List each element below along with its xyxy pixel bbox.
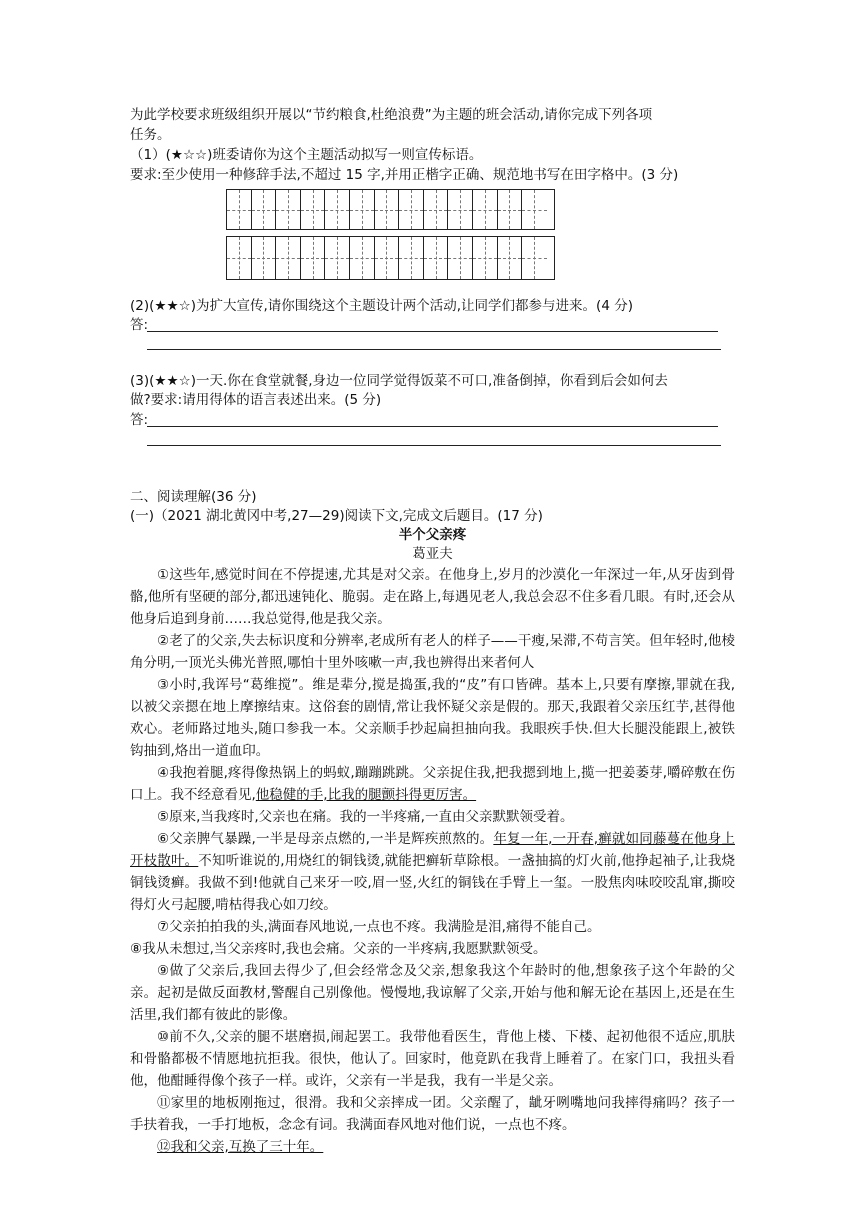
answer-label-2: 答:	[130, 317, 149, 333]
paragraph-7: ⑦父亲拍拍我的头,满面春风地说,一点也不疼。我满脸是泪,痛得不能自己。	[157, 919, 601, 935]
paragraph-9: ⑨做了父亲后,我回去得少了,但会经常念及父亲,想象我这个年龄时的他,想象孩子这个年龄的父亲。起初是做反面教材,警醒自己别像他。慢慢地,我谅解了父亲,开始与他和解无论在基因上,还是在生活里,我们都有彼此的影像。	[130, 963, 735, 1023]
underlined-sentence: 他稳健的手,比我的腿颤抖得更厉害。	[255, 787, 477, 803]
article-author: 葛亚夫	[412, 546, 453, 562]
answer-line[interactable]	[147, 331, 718, 332]
paragraph-2: ②老了的父亲,失去标识度和分辨率,老成所有老人的样子——干瘦,呆滞,不苟言笑。但年轻时,他棱角分明,一顶光头佛光普照,哪怕十里外咳嗽一声,我也辨得出来者何人	[130, 633, 735, 671]
question-3-line-2: 做?要求:请用得体的语言表述出来。(5 分)	[130, 392, 382, 408]
intro-line-2: 任务。	[130, 127, 171, 143]
section-subheading: (一)（2021 湖北黄冈中考,27—29)阅读下文,完成文后题目。(17 分)	[130, 508, 543, 524]
question-1: （1）(★☆☆)班委请你为这个主题活动拟写一则宣传标语。	[130, 147, 483, 163]
answer-line[interactable]	[147, 445, 721, 446]
intro-line-1: 为此学校要求班级组织开展以“节约粮食,杜绝浪费”为主题的班会活动,请你完成下列各项	[130, 107, 653, 123]
paragraph-6: ⑥父亲脾气暴躁,一半是母亲点燃的,一半是辉疾煎熬的。年复一年,一开春,癣就如同藤蔓在他身上开枝散叶。不知听谁说的,用烧红的铜钱烫,就能把癣斩草除根。一盏抽搞的灯火前,他挣起袖子,让我烧铜钱烫癣。我做不到!他就自己来牙一咬,眉一竖,火红的铜钱在手臂上一玺。一股焦肉味咬咬乱窜,撕咬得灯火弓起腰,啃枯得我心如刀绞。	[130, 831, 735, 913]
paragraph-3: ③小时,我诨号“葛维搅”。维是辈分,搅是捣蛋,我的“皮”有口皆碑。基本上,只要有摩擦,罪就在我,以被父亲摁在地上摩擦结束。这俗套的剧情,常让我怀疑父亲是假的。那天,我跟着父亲压红芋,甚得他欢心。老师路过地头,随口参我一本。父亲顺手抄起扁担抽向我。我眼疾手快.但大长腿没能跟上,被铁钩抽到,烙出一道血印。	[130, 677, 735, 759]
paragraph-1: ①这些年,感觉时间在不停提速,尤其是对父亲。在他身上,岁月的沙漠化一年深过一年,从牙齿到骨骼,他所有坚硬的部分,都迅速钝化、脆弱。走在路上,每遇见老人,我总会忍不住多看几眼。有时,还会从他身后追到身前……我总觉得,他是我父亲。	[130, 567, 735, 627]
paragraph-4: ④我抱着腿,疼得像热锅上的蚂蚁,蹦蹦跳跳。父亲捉住我,把我摁到地上,揽一把姜萎芽,嚼碎敷在伤口上。我不经意看见,他稳健的手,比我的腿颤抖得更厉害。	[130, 765, 735, 803]
paragraph-11: ⑪家里的地板刚拖过，很滑。我和父亲摔成一团。父亲醒了，龇牙咧嘴地问我摔得痛吗？孩子一手扶着我，一手打地板，念念有词。我满面春风地对他们说，一点也不疼。	[130, 1095, 735, 1133]
answer-line[interactable]	[147, 426, 718, 427]
article-title: 半个父亲疼	[398, 527, 467, 543]
answer-line[interactable]	[147, 349, 721, 350]
question-2: (2)(★★☆)为扩大宣传,请你围绕这个主题设计两个活动,让同学们都参与进来。(4 分)	[130, 298, 633, 314]
paragraph-12: ⑫我和父亲,互换了三十年。	[157, 1139, 324, 1155]
answer-label-3: 答:	[130, 412, 149, 428]
paragraph-5: ⑤原来,当我疼时,父亲也在痛。我的一半疼痛,一直由父亲默默领受着。	[157, 809, 574, 825]
tianzige-grid-row-2[interactable]	[226, 236, 555, 280]
underlined-sentence: 年复一年,一开春,癣就如同藤蔓在他身上开枝散叶。	[130, 831, 735, 869]
paragraph-8: ⑧我从未想过,当父亲疼时,我也会痛。父亲的一半疼病,我愿默默领受。	[130, 941, 547, 957]
question-1-requirement: 要求:至少使用一种修辞手法,不超过 15 字,并用正楷字正确、规范地书写在田字格中。(3 分)	[130, 167, 679, 183]
section-heading: 二、阅读理解(36 分)	[130, 489, 257, 505]
paragraph-10: ⑩前不久,父亲的腿不堪磨损,闹起罢工。我带他看医生，背他上楼、下楼、起初他很不适应,肌肤和骨骼都极不情愿地抗拒我。很快，他认了。回家时，他竟趴在我背上睡着了。在家门口，我扭头看他，他酣睡得像个孩子一样。或许，父亲有一半是我，我有一半是父亲。	[130, 1029, 735, 1089]
tianzige-grid-row-1[interactable]	[226, 189, 555, 230]
question-3-line-1: (3)(★★☆)一天.你在食堂就餐,身边一位同学觉得饭菜不可口,准备倒掉，你看到后会如何去	[130, 373, 668, 389]
